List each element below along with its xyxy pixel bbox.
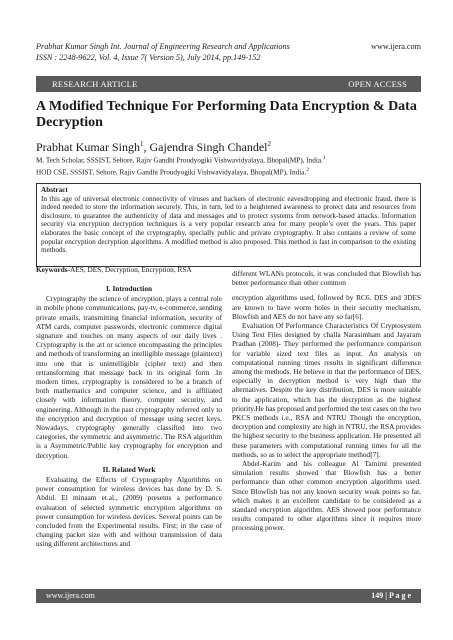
related-work-text: Evaluating the Effects of Cryptography Algorithms on power consumption for wireless devices has done by D. S. Abdul. El minaam et.al., (2009) presents a performance evaluation of selected symmetric encryption algorithms on power consumption for wireless devices. Several points can be concluded from the Experimental results. First; in the case of changing packet size with and without transmission of data using different architectures and	[36, 475, 222, 549]
open-access-label: OPEN ACCESS	[348, 79, 407, 89]
right-paragraph-3: Abdel-Karim and his colleague Al Tamimi presented simulation results showed that Blowfish has a better performance than other common encryption algorithms used. Since Blowfish has not any known security weak points so far, which makes it an excellent candidate to be considered as a standard encryption algorithm. AES showed poor performance results compared to other algorithms since it requires more processing power.	[232, 459, 421, 533]
left-column	[36, 282, 222, 549]
keywords-text: -AES, DES, Decryption, Encryption, RSA	[67, 265, 192, 274]
abstract-box	[36, 183, 421, 267]
author-separator: ,	[143, 140, 150, 154]
right-paragraph-1: encryption algorithms used, followed by RC6. DES and 3DES are known to have worm holes in their security mechanism, Blowfish and AES do not have any so far[6].	[232, 293, 421, 321]
author-2: Gajendra Singh Chandel	[149, 140, 268, 154]
affiliation-1-text: M. Tech Scholar, SSSIST, Sehore, Rajiv Gandhi Proudyogiki Vishwavidyalaya, Bhopal(MP), India.	[36, 156, 323, 165]
author-1: Prabhat Kumar Singh	[36, 140, 140, 154]
footer-url[interactable]: www.ijera.com	[46, 591, 95, 600]
keywords-label: Keywords	[36, 265, 68, 274]
citation-line-2: ISSN : 2248-9622, Vol. 4, Issue 7( Version 5), July 2014, pp.149-152	[36, 53, 261, 62]
right-paragraph-2: Evaluation Of Performance Characteristics Of Cryptosystem Using Text Files designed by challa Narasimham and Jayaram Pradhan (2008)- They performed the performance comparison for variable sized text files as input. An analysis on computational running times results in significant difference among the methods. He believe in that the performance of DES, especially in decryption method is very high than the alternatives. Despite the key distribution, DES is more suitable to the application, which has the decryption as the highest priority.He has proposed and performed the test cases on the two PKCS methods i.e., RSA and NTRU Though the encryption, decryption and complexity are high in NTRU, the RSA provides the highest security to the business application. He presented all these parameters with computational running times for all the methods, so as to select the appropriate method[7].	[232, 321, 421, 459]
page-word: P a g e	[389, 591, 411, 600]
abstract-text: In this age of universal electronic connectivity of viruses and hackers of electronic eavesdropping and electronic fraud, there is indeed needed to store the information securely. This, in turn, led to a heightened awareness to protect data and resources from disclosure, to guarantee the authenticity of data and messages and to protect systems from network-based attacks. Information security via encryption decryption techniques is a very popular research area for many people’s over the years. This paper elaborates the basic concept of the cryptography, specially public and private cryptography. It also contains a review of some popular encryption decryption algorithms. A modified method is also proposed. This method is fast in comparison to the existing methods.	[41, 194, 416, 255]
author-1-sup: 1	[140, 140, 144, 148]
article-type-banner	[36, 76, 421, 92]
page-footer	[36, 589, 421, 603]
introduction-heading: I. Introduction	[105, 284, 153, 293]
affiliation-2-text: HOD CSE, SSSIST, Sehore, Rajiv Gandhi Proudyogiki Vishwavidyalaya, Bhopal(MP), India.	[36, 168, 307, 177]
author-2-sup: 2	[267, 140, 271, 148]
citation-line-1: Prabhat Kumar Singh Int. Journal of Engineering Research and Applications	[36, 42, 290, 51]
related-work-heading: II. Related Work	[102, 464, 156, 474]
affiliation-2-sup: 2	[306, 167, 309, 173]
affiliation-2	[36, 166, 426, 177]
page-number-value: 149	[371, 591, 384, 600]
journal-url[interactable]: www.ijera.com	[371, 42, 421, 51]
research-article-label: RESEARCH ARTICLE	[52, 79, 138, 89]
page-number-separator: |	[383, 591, 389, 600]
journal-header	[36, 41, 421, 63]
right-column	[232, 269, 421, 533]
page-number	[371, 589, 411, 603]
abstract-heading: Abstract	[41, 186, 68, 194]
introduction-text: Cryptography the science of encryption, plays a central role in mobile phone communications, pay-tv, e-commerce, sending private emails, transmitting financial information, security of ATM cards, computer passwords, electronic commerce digital signature and touches on many aspects of our daily lives . Cryptography is the art or science encompassing the principles and methods of transforming an intelligible message (plaintext) into one that is unintelligible (cipher text) and then retransforming that message back to its original form .In modern times, cryptography is considered to be a branch of both mathematics and computer science, and is affiliated closely with information theory, computer security, and engineering. Although in the past cryptography referred only to the encryption and decryption of message using secret keys. Nowadays, cryptography generally classified into two categories, the symmetric and asymmetric. The RSA algorithm is a Asymmetric/Public key cryptography for encryption and decryption.	[36, 294, 222, 460]
paper-title: A Modified Technique For Performing Data Encryption & Data Decryption	[36, 99, 417, 130]
affiliation-1	[36, 154, 426, 165]
author-line	[36, 137, 271, 154]
right-column-top-text: different WLANs protocols, it was concluded that Blowfish has better performance than other common	[232, 269, 421, 288]
affiliation-1-sup: 1	[322, 155, 326, 161]
